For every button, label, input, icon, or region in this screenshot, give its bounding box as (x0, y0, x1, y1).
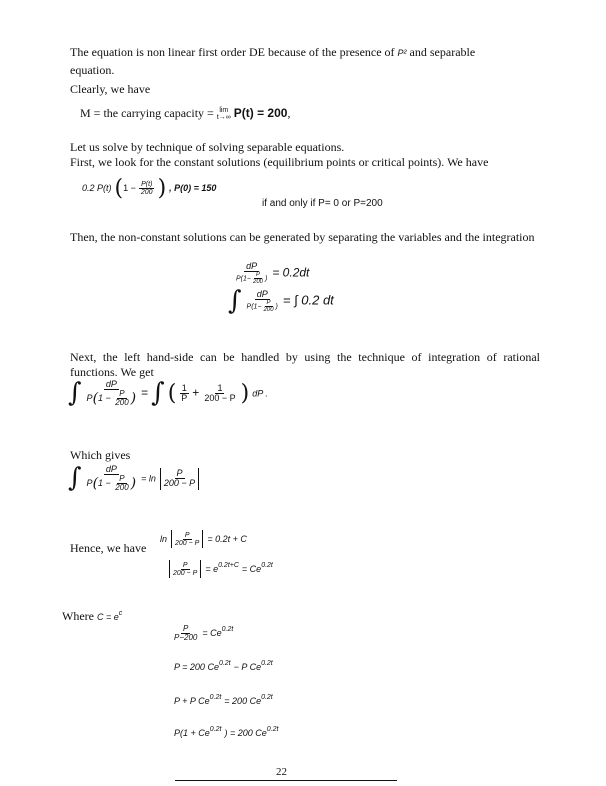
where-clause: Where $C = e^c$ (62, 609, 123, 623)
paragraph-constant-solutions: First, we look for the constant solutions (equilibrium points or critical points). We have (70, 155, 489, 169)
paragraph-nonconstant: Then, the non-constant solutions can be generated by separating the variables and the integration (70, 230, 535, 244)
equation-collect: P + P $Ce^{0.2t} = 200$ $Ce^{0.2t}$ (174, 694, 273, 706)
paragraph-which-gives: Which gives (70, 448, 131, 462)
paragraph-clearly: Clearly, we have (70, 82, 151, 96)
paragraph-nonlinear: The equation is non linear first order DE because of the presence of P² and separable (70, 45, 476, 59)
footer-rule (175, 780, 397, 781)
page-number: 22 (276, 766, 287, 778)
paragraph-separable: Let us solve by technique of solving separable equations. (70, 140, 345, 154)
equation-separated: dP P(1− $\frac{P}{200}$ ) = 0.2dt (236, 261, 310, 285)
paragraph-rational: Next, the left hand-side can be handled by using the technique of integration of rational functions. We get (70, 350, 540, 379)
equation-exponentiated: $\frac{P}{200 - P}$ = $e^{0.2t+C} = Ce^{0.2t}$ (168, 558, 273, 578)
equation-logistic: 0.2 P(t) (1 − $\frac{P(t)}{200}$ ) , P(0) = 150 (82, 175, 217, 201)
equation-ratio: $\frac{P}{P-200}$ = $Ce^{0.2t}$ (174, 623, 234, 642)
carrying-capacity-line: M = the carrying capacity = lim t→∞ P(t) = 200, (80, 106, 291, 122)
equation-factor: $P(1 + Ce^{0.2t}$ ) = 200 $Ce^{0.2t}$ (174, 726, 279, 738)
equation-partial-fractions: ∫ dP P(1 − $\frac{P}{200}$ ) = ∫ ( $\frac{1}{P}$ + $\frac{1}{200 - P}$ ) dP . (68, 378, 268, 408)
equation-integrated: ∫ dP P(1− $\frac{P}{200}$ ) = ∫ 0.2 dt (228, 286, 334, 316)
equilibrium-condition: if and only if P= 0 or P=200 (262, 198, 383, 209)
paragraph-hence: Hence, we have (70, 541, 147, 555)
limit-operator: lim t→∞ (216, 107, 231, 122)
equation-log-abs: ln $\frac{P}{200 - P}$ = 0.2t + C (160, 531, 247, 547)
equation-expand: P = 200 $Ce^{0.2t} - P$ $Ce^{0.2t}$ (174, 660, 273, 672)
paragraph-nonlinear-end: equation. (70, 63, 115, 77)
equation-log-result: ∫ dP P(1 − $\frac{P}{200}$ ) = ln $\frac{P}{200 - P}$ (68, 465, 200, 492)
